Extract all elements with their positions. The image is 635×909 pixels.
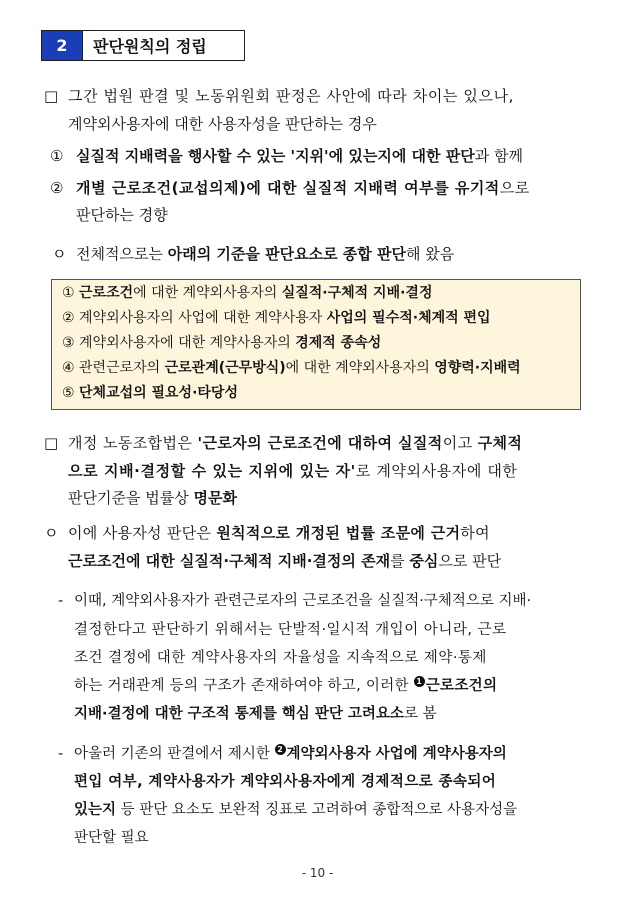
section-title: 판단원칙의 정립 <box>93 37 207 56</box>
para2-line1 <box>68 433 522 453</box>
criteria-item-1 <box>62 283 432 303</box>
note2-l1-pre: 아울러 기존의 판결에서 제시한 <box>74 746 275 762</box>
criteria-num: ② <box>62 310 75 326</box>
criteria-bold-a: 단체교섭의 필요성·타당성 <box>79 385 238 401</box>
para3-marker: ㅇ <box>44 524 59 542</box>
item2-marker: ② <box>50 179 64 197</box>
note1-l4-bold: 근로조건의 <box>425 678 498 694</box>
note1-l5-bold: 지배·결정에 대한 구조적 통제를 핵심 판단 고려요소 <box>74 706 404 722</box>
para1-marker: □ <box>44 87 59 105</box>
para2-l2-rest: 로 계약외사용자에 대한 <box>355 462 518 480</box>
overall-pre: 전체적으로는 <box>76 245 168 263</box>
circled-two-icon: 2 <box>275 744 286 755</box>
para2-line2 <box>68 461 518 481</box>
item2-bold: 개별 근로조건(교섭의제)에 대한 실질적 지배력 여부를 유기적 <box>76 179 500 197</box>
note1-line1: 이때, 계약외사용자가 관련근로자의 근로조건을 실질적·구체적으로 지배· <box>74 593 532 609</box>
para3-l2-mid: 를 <box>390 552 410 570</box>
note2-marker: - <box>58 746 64 762</box>
para3-line1 <box>68 523 490 543</box>
item2-line2: 판단하는 경향 <box>76 206 168 224</box>
criteria-bold-c: 영향력·지배력 <box>434 360 521 376</box>
para2-l2-bold: 으로 지배·결정할 수 있는 지위에 있는 자' <box>68 462 356 480</box>
para2-line3 <box>68 488 237 508</box>
criteria-mid: 계약외사용자의 사업에 대한 계약사용자 <box>79 310 327 326</box>
para3-l2-bold: 근로조건에 대한 실질적·구체적 지배·결정의 존재 <box>68 552 391 570</box>
para3-l2-bold2: 중심 <box>409 552 439 570</box>
note1-l5-post: 로 봄 <box>403 706 437 722</box>
note2-l2-bold: 편입 여부, 계약사용자가 계약외사용자에게 경제적으로 종속되어 <box>74 774 497 790</box>
criteria-num: ⑤ <box>62 385 75 401</box>
para1-line2: 계약외사용자에 대한 사용자성을 판단하는 경우 <box>68 115 377 133</box>
para3-l2-post: 으로 판단 <box>438 552 502 570</box>
overall-marker: ㅇ <box>52 245 67 263</box>
criteria-mid: 관련근로자의 <box>79 360 165 376</box>
page-number: - 10 - <box>301 866 334 880</box>
overall-bold: 아래의 기준을 판단요소로 종합 판단 <box>167 245 406 263</box>
criteria-num: ④ <box>62 360 75 376</box>
criteria-num: ① <box>62 285 75 301</box>
para3-l1-bold: 원칙적으로 개정된 법률 조문에 근거 <box>216 524 461 542</box>
para2-l1-pre: 개정 노동조합법은 <box>68 434 198 452</box>
overall-post: 해 왔음 <box>405 245 455 263</box>
para2-l3-pre: 판단기준을 법률상 <box>68 489 194 507</box>
criteria-bold-b: 경제적 종속성 <box>295 335 382 351</box>
criteria-box <box>51 279 581 410</box>
criteria-tail: 에 대한 계약외사용자의 <box>285 360 435 376</box>
criteria-mid: 계약외사용자에 대한 계약사용자의 <box>79 335 296 351</box>
para3-line2 <box>68 551 501 571</box>
note1-line3: 조건 결정에 대한 계약사용자의 자율성을 지속적으로 제약·통제 <box>74 650 487 666</box>
para2-l1-bold2: 구체적 <box>477 434 523 452</box>
criteria-num: ③ <box>62 335 75 351</box>
para2-l1-mid: 이고 <box>442 434 478 452</box>
note1-line5 <box>74 704 437 724</box>
note2-line3 <box>74 800 517 820</box>
criteria-item-5 <box>62 383 238 403</box>
para1-line1: 그간 법원 판결 및 노동위원회 판정은 사안에 따라 차이는 있으나, <box>68 87 515 105</box>
item1-marker: ① <box>50 147 64 165</box>
overall-text <box>76 244 454 264</box>
note1-l4-pre: 하는 거래관계 등의 구조가 존재하여야 하고, 이러한 <box>74 678 414 694</box>
note1-marker: - <box>58 593 64 609</box>
criteria-item-4 <box>62 358 521 378</box>
note1-line4 <box>74 676 497 696</box>
para2-marker: □ <box>44 434 59 452</box>
criteria-mid: 에 대한 계약외사용자의 <box>133 285 282 301</box>
criteria-item-3 <box>62 333 381 353</box>
criteria-bold-b: 근로관계(근무방식) <box>164 360 286 376</box>
para2-l1-bold: '근로자의 근로조건에 대하여 실질적 <box>197 434 443 452</box>
criteria-bold-b: 실질적·구체적 지배·결정 <box>281 285 433 301</box>
item1-bold: 실질적 지배력을 행사할 수 있는 '지위'에 있는지에 대한 판단 <box>76 147 475 165</box>
section-header <box>41 30 245 61</box>
circled-one-icon: 1 <box>414 676 425 687</box>
note2-line1 <box>74 744 507 764</box>
item1-text <box>76 146 523 166</box>
para3-l1-post: 하여 <box>460 524 490 542</box>
criteria-item-2 <box>62 308 491 328</box>
criteria-bold-a: 근로조건 <box>79 285 134 301</box>
note1-line2: 결정한다고 판단하기 위해서는 단발적·일시적 개입이 아니라, 근로 <box>74 622 507 638</box>
item2-line1 <box>76 178 530 198</box>
criteria-bold-b: 사업의 필수적·체계적 편입 <box>326 310 491 326</box>
item2-rest: 으로 <box>499 179 530 197</box>
note2-l1-bold: 계약외사용자 사업에 계약사용자의 <box>286 746 507 762</box>
para3-l1-pre: 이에 사용자성 판단은 <box>68 524 217 542</box>
item1-rest: 과 함께 <box>474 147 523 165</box>
section-number: 2 <box>42 31 83 60</box>
note2-l3-bold: 있는지 <box>74 802 117 818</box>
note2-line2 <box>74 772 496 792</box>
note2-l3-post: 등 판단 요소도 보완적 징표로 고려하여 종합적으로 사용자성을 <box>116 802 518 818</box>
para2-l3-bold: 명문화 <box>193 489 237 507</box>
note2-line4: 판단할 필요 <box>74 830 149 846</box>
